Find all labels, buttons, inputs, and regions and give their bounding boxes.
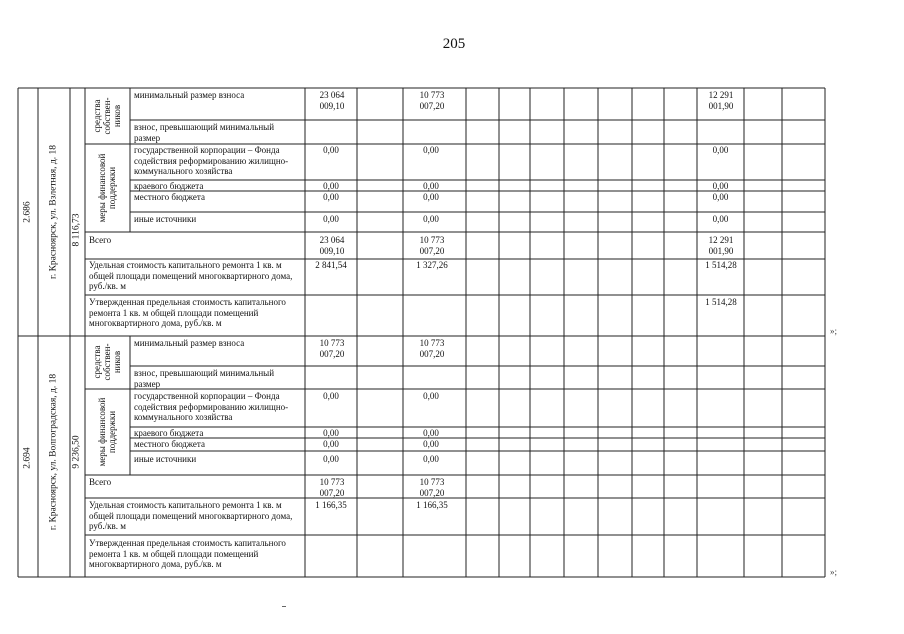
block-1-unit-cost-b: 1 327,26: [416, 260, 448, 270]
block-1-other-c: 0,00: [712, 214, 729, 224]
block-1-other-a: 0,00: [323, 214, 339, 224]
block-2-number: 2.694: [22, 447, 33, 469]
block-2-fund-a: 0,00: [323, 391, 339, 401]
block-1-label-local: местного бюджета: [134, 192, 205, 202]
block-1-fund-c: 0,00: [712, 145, 729, 155]
block-1-area: 8 116,73: [71, 213, 82, 247]
margin-mark-1: »;: [830, 326, 838, 336]
block-2-regional-a: 0,00: [323, 428, 339, 438]
block-1-financial-support-label: меры финансовой поддержки: [97, 153, 117, 223]
block-2-local-a: 0,00: [323, 439, 339, 449]
block-2-label-unit-cost: Удельная стоимость капитального ремонта 1 кв. м общей площади помещений многоквартирного дома, руб./кв. м: [89, 500, 293, 531]
block-1-min-fee-b: 10 773 007,20: [419, 90, 445, 111]
block-2-label-min-fee: минимальный размер взноса: [134, 338, 245, 348]
block-1-total-c: 12 291 001,90: [708, 235, 734, 256]
block-2-total-a: 10 773 007,20: [319, 477, 345, 498]
block-1-min-fee-a: 23 064 009,10: [319, 90, 345, 111]
block-1-label-unit-cost: Удельная стоимость капитального ремонта 1 кв. м общей площади помещений многоквартирного дома, руб./кв. м: [89, 260, 293, 291]
block-2-area: 9 236,50: [71, 435, 82, 469]
block-2-label-local: местного бюджета: [134, 439, 205, 449]
block-2-label-approved-cost: Утвержденная предельная стоимость капитального ремонта 1 кв. м общей площади помещений многоквартирного дома, руб./кв. м: [89, 538, 286, 569]
block-2-label-fund: государственной корпорации – Фонда содействия реформированию жилищно-коммунального хозяйства: [134, 391, 289, 422]
scan-artifact-dash: [282, 606, 286, 607]
block-1-total-a: 23 064 009,10: [319, 235, 345, 256]
block-1-label-approved-cost: Утвержденная предельная стоимость капитального ремонта 1 кв. м общей площади помещений многоквартирного дома, руб./кв. м: [89, 297, 286, 328]
block-1-regional-c: 0,00: [712, 181, 729, 191]
block-1-approved-cost-c: 1 514,28: [705, 297, 737, 307]
block-1-label-over-min-fee: взнос, превышающий минимальный размер: [134, 122, 275, 143]
block-1-label-total: Всего: [89, 235, 112, 245]
block-1-own-funds-label: средства собствен-ников: [92, 97, 122, 135]
block-2-label-regional: краевого бюджета: [134, 428, 204, 438]
block-1-label-regional: краевого бюджета: [134, 181, 204, 191]
block-1-label-other: иные источники: [134, 214, 197, 224]
block-1-total-b: 10 773 007,20: [419, 235, 445, 256]
block-2-unit-cost-b: 1 166,35: [416, 500, 448, 510]
block-2-min-fee-b: 10 773 007,20: [419, 338, 445, 359]
block-2-unit-cost-a: 1 166,35: [315, 500, 347, 510]
block-2-other-b: 0,00: [423, 454, 439, 464]
block-1-fund-a: 0,00: [323, 145, 339, 155]
block-1-fund-b: 0,00: [423, 145, 439, 155]
page-number: 205: [442, 36, 466, 52]
block-1-local-a: 0,00: [323, 192, 339, 202]
block-1-label-min-fee: минимальный размер взноса: [134, 90, 245, 100]
block-1-address: г. Красноярск, ул. Взлетная, д. 18: [48, 145, 59, 279]
block-2-total-b: 10 773 007,20: [419, 477, 445, 498]
block-2-own-funds-label: средства собствен-ников: [92, 343, 122, 381]
block-2-other-a: 0,00: [323, 454, 339, 464]
block-1-local-c: 0,00: [712, 192, 729, 202]
block-2-label-total: Всего: [89, 477, 112, 487]
block-2-label-over-min-fee: взнос, превышающий минимальный размер: [134, 368, 275, 389]
block-1-unit-cost-a: 2 841,54: [315, 260, 347, 270]
block-2-local-b: 0,00: [423, 439, 439, 449]
block-2-regional-b: 0,00: [423, 428, 439, 438]
block-1-label-fund: государственной корпорации – Фонда содействия реформированию жилищно-коммунального хозяйства: [134, 145, 289, 176]
margin-mark-2: »;: [830, 567, 838, 577]
block-1-other-b: 0,00: [423, 214, 439, 224]
block-1-min-fee-c: 12 291 001,90: [708, 90, 734, 111]
block-1-unit-cost-c: 1 514,28: [705, 260, 737, 270]
block-1-number: 2.686: [22, 201, 33, 223]
block-1-regional-a: 0,00: [323, 181, 339, 191]
block-1-local-b: 0,00: [423, 192, 439, 202]
block-2-min-fee-a: 10 773 007,20: [319, 338, 345, 359]
block-2-label-other: иные источники: [134, 454, 197, 464]
block-2-address: г. Красноярск, ул. Волгоградская, д. 18: [48, 373, 59, 531]
block-2-fund-b: 0,00: [423, 391, 439, 401]
block-2-financial-support-label: меры финансовой поддержки: [97, 397, 117, 467]
block-1-regional-b: 0,00: [423, 181, 439, 191]
